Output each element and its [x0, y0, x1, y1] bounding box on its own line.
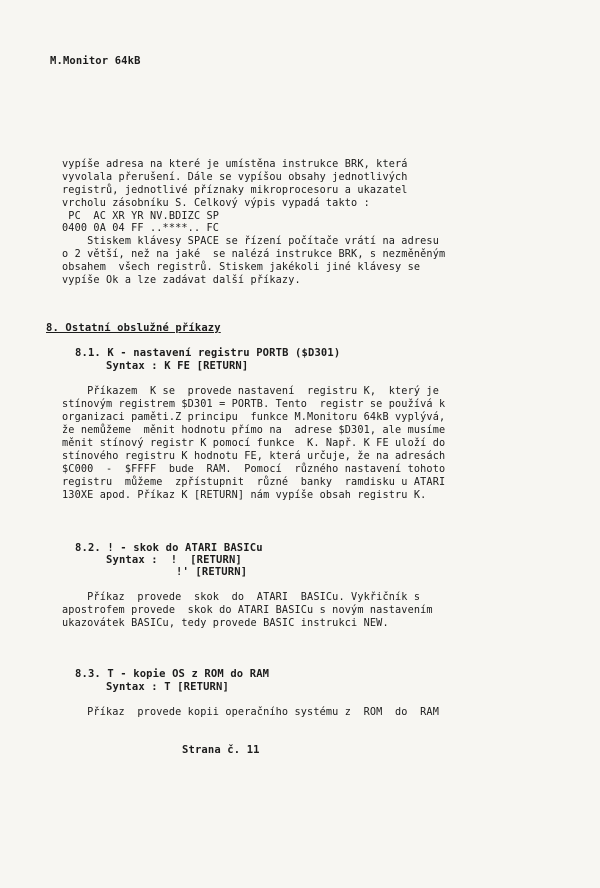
subsection-title: 8.1. K - nastavení registru PORTB ($D301) [75, 347, 341, 359]
subsection-title: 8.3. T - kopie OS z ROM do RAM [75, 668, 270, 680]
text-line: organizaci paměti.Z principu funkce M.Monitoru 64kB vyplývá, [62, 412, 446, 423]
page-header: M.Monitor 64kB [50, 55, 141, 67]
text-line: vrcholu zásobníku S. Celkový výpis vypadá takto : [62, 198, 370, 209]
text-line: o 2 větší, než na jaké se nalézá instrukce BRK, s nezměněným [62, 249, 446, 260]
text-line: vyvolala přerušení. Dále se vypíšou obsahy jednotlivých [62, 172, 408, 183]
text-line: měnit stínový registr K pomocí funkce K. Např. K FE uloží do [62, 438, 446, 449]
syntax-line: Syntax : ! [RETURN] [106, 554, 242, 566]
text-line: $C000 - $FFFF bude RAM. Pomocí různého nastavení tohoto [62, 464, 446, 475]
text-line: 130XE apod. Příkaz K [RETURN] nám vypíše obsah registru K. [62, 490, 427, 501]
text-line: že nemůžeme měnit hodnotu přímo na adrese $D301, ale musíme [62, 425, 446, 436]
syntax-line: Syntax : T [RETURN] [106, 681, 229, 693]
text-line: ukazovátek BASICu, tedy provede BASIC instrukci NEW. [62, 618, 389, 629]
register-header: PC AC XR YR NV.BDIZC SP [62, 211, 220, 222]
text-line: Příkazem K se provede nastavení registru K, který je [62, 386, 440, 397]
page-number: Strana č. 11 [182, 744, 260, 756]
text-line: Stiskem klávesy SPACE se řízení počítače vrátí na adresu [62, 236, 440, 247]
register-values: 0400 0A 04 FF ..****.. FC [62, 223, 220, 234]
text-line: registru můžeme zpřístupnit různé banky ramdisku u ATARI [62, 477, 446, 488]
text-line: stínového registru K hodnotu FE, která určuje, že na adresách [62, 451, 446, 462]
syntax-line: !' [RETURN] [176, 566, 248, 578]
section-title: 8. Ostatní obslužné příkazy [46, 322, 221, 334]
text-line: Příkaz provede kopii operačního systému z ROM do RAM [62, 707, 440, 718]
text-line: Příkaz provede skok do ATARI BASICu. Vykřičník s [62, 592, 421, 603]
syntax-line: Syntax : K FE [RETURN] [106, 360, 249, 372]
text-line: stínovým registrem $D301 = PORTB. Tento registr se používá k [62, 399, 446, 410]
text-line: obsahem všech registrů. Stiskem jakékoli jiné klávesy se [62, 262, 421, 273]
text-line: registrů, jednotlivé příznaky mikroprocesoru a ukazatel [62, 185, 408, 196]
text-line: vypíše Ok a lze zadávat další příkazy. [62, 275, 301, 286]
text-line: vypíše adresa na které je umístěna instrukce BRK, která [62, 159, 408, 170]
subsection-title: 8.2. ! - skok do ATARI BASICu [75, 542, 263, 554]
text-line: apostrofem provede skok do ATARI BASICu s novým nastavením [62, 605, 433, 616]
